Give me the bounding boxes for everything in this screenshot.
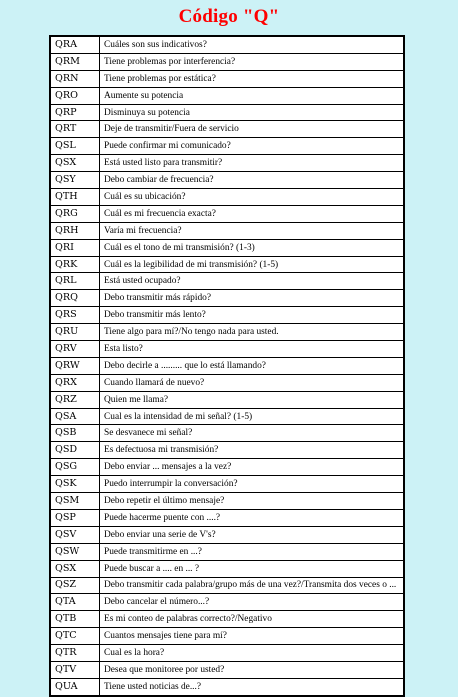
table-row xyxy=(51,678,403,694)
table-row xyxy=(51,493,403,510)
table-row xyxy=(51,476,403,493)
q-meaning-cell: Tiene algo para mí?/No tengo nada para usted. xyxy=(100,324,404,341)
table-row xyxy=(51,560,403,577)
table-row xyxy=(51,121,403,138)
q-meaning-cell: Tiene problemas por estática? xyxy=(100,70,404,87)
q-code-cell: QRQ xyxy=(51,290,100,307)
table-row xyxy=(51,543,403,560)
table-row xyxy=(51,104,403,121)
q-meaning-cell: Debo repetir el último mensaje? xyxy=(100,493,404,510)
table-row xyxy=(51,273,403,290)
q-meaning-cell: Debo cancelar el número...? xyxy=(100,594,404,611)
table-row xyxy=(51,53,403,70)
q-code-cell: QRX xyxy=(51,374,100,391)
table-row xyxy=(51,324,403,341)
q-code-cell: QSZ xyxy=(51,577,100,594)
q-meaning-cell: Debo transmitir cada palabra/grupo más de una vez?/Transmita dos veces o ... xyxy=(100,577,404,594)
table-row xyxy=(51,459,403,476)
table-row xyxy=(51,37,403,53)
q-meaning-cell: Quien me llama? xyxy=(100,391,404,408)
q-code-cell: QSP xyxy=(51,509,100,526)
table-row xyxy=(51,645,403,662)
q-meaning-cell: Disminuya su potencia xyxy=(100,104,404,121)
q-meaning-cell: Debo transmitir más lento? xyxy=(100,307,404,324)
table-row xyxy=(51,628,403,645)
table-row xyxy=(51,425,403,442)
q-code-cell: QSX xyxy=(51,560,100,577)
q-meaning-cell: Varía mi frecuencia? xyxy=(100,222,404,239)
q-code-cell: QTV xyxy=(51,661,100,678)
table-row xyxy=(51,205,403,222)
table-row xyxy=(51,408,403,425)
q-code-table-container xyxy=(49,35,405,697)
q-code-table-body xyxy=(51,37,403,695)
q-code-cell: QTC xyxy=(51,628,100,645)
q-code-cell: QRN xyxy=(51,70,100,87)
q-code-cell: QRT xyxy=(51,121,100,138)
q-meaning-cell: Es defectuosa mi transmisión? xyxy=(100,442,404,459)
q-meaning-cell: Puede buscar a .... en ... ? xyxy=(100,560,404,577)
table-row xyxy=(51,357,403,374)
table-row xyxy=(51,70,403,87)
q-code-cell: QRH xyxy=(51,222,100,239)
table-row xyxy=(51,155,403,172)
q-meaning-cell: Cuál es mi frecuencia exacta? xyxy=(100,205,404,222)
table-row xyxy=(51,290,403,307)
q-meaning-cell: Puede hacerme puente con ....? xyxy=(100,509,404,526)
q-meaning-cell: Tiene usted noticias de...? xyxy=(100,678,404,694)
q-meaning-cell: Deje de transmitir/Fuera de servicio xyxy=(100,121,404,138)
q-meaning-cell: Cual es la intensidad de mi señal? (1-5) xyxy=(100,408,404,425)
q-meaning-cell: Debo transmitir más rápido? xyxy=(100,290,404,307)
q-code-cell: QRW xyxy=(51,357,100,374)
q-meaning-cell: Está usted ocupado? xyxy=(100,273,404,290)
q-meaning-cell: Aumente su potencia xyxy=(100,87,404,104)
q-code-cell: QSX xyxy=(51,155,100,172)
q-code-cell: QSB xyxy=(51,425,100,442)
q-meaning-cell: Debo decirle a ......... que lo está llamando? xyxy=(100,357,404,374)
q-code-cell: QRL xyxy=(51,273,100,290)
q-code-cell: QTH xyxy=(51,189,100,206)
q-meaning-cell: Debo cambiar de frecuencia? xyxy=(100,172,404,189)
table-row xyxy=(51,172,403,189)
q-meaning-cell: Puede confirmar mi comunicado? xyxy=(100,138,404,155)
table-row xyxy=(51,189,403,206)
q-code-cell: QSW xyxy=(51,543,100,560)
q-code-cell: QTR xyxy=(51,645,100,662)
table-row xyxy=(51,239,403,256)
q-code-cell: QRG xyxy=(51,205,100,222)
table-row xyxy=(51,611,403,628)
table-row xyxy=(51,577,403,594)
q-code-cell: QRK xyxy=(51,256,100,273)
q-code-cell: QRA xyxy=(51,37,100,53)
q-meaning-cell: Cuando llamará de nuevo? xyxy=(100,374,404,391)
q-meaning-cell: Cuál es la legibilidad de mi transmisión? (1-5) xyxy=(100,256,404,273)
q-meaning-cell: Se desvanece mi señal? xyxy=(100,425,404,442)
q-code-cell: QSK xyxy=(51,476,100,493)
q-meaning-cell: Cuantos mensajes tiene para mí? xyxy=(100,628,404,645)
q-code-cell: QTB xyxy=(51,611,100,628)
table-row xyxy=(51,661,403,678)
q-meaning-cell: Esta listo? xyxy=(100,341,404,358)
q-code-table xyxy=(51,37,403,695)
table-row xyxy=(51,222,403,239)
q-meaning-cell: Cuál es el tono de mi transmisión? (1-3) xyxy=(100,239,404,256)
table-row xyxy=(51,307,403,324)
q-code-cell: QUA xyxy=(51,678,100,694)
q-code-cell: QSD xyxy=(51,442,100,459)
q-meaning-cell: Cuál es su ubicación? xyxy=(100,189,404,206)
q-code-cell: QRZ xyxy=(51,391,100,408)
q-code-cell: QSY xyxy=(51,172,100,189)
q-code-cell: QSV xyxy=(51,526,100,543)
q-code-cell: QRU xyxy=(51,324,100,341)
q-meaning-cell: Debo enviar una serie de V's? xyxy=(100,526,404,543)
q-code-cell: QRP xyxy=(51,104,100,121)
q-code-cell: QSA xyxy=(51,408,100,425)
q-meaning-cell: Cual es la hora? xyxy=(100,645,404,662)
table-row xyxy=(51,341,403,358)
q-meaning-cell: Es mi conteo de palabras correcto?/Negativo xyxy=(100,611,404,628)
q-code-cell: QSM xyxy=(51,493,100,510)
q-meaning-cell: Desea que monitoree por usted? xyxy=(100,661,404,678)
q-code-cell: QRM xyxy=(51,53,100,70)
q-meaning-cell: Debo enviar ... mensajes a la vez? xyxy=(100,459,404,476)
table-row xyxy=(51,594,403,611)
q-code-cell: QTA xyxy=(51,594,100,611)
q-code-cell: QRO xyxy=(51,87,100,104)
table-row xyxy=(51,87,403,104)
q-meaning-cell: Tiene problemas por interferencia? xyxy=(100,53,404,70)
table-row xyxy=(51,138,403,155)
q-meaning-cell: Puede transmitirme en ...? xyxy=(100,543,404,560)
q-code-cell: QRS xyxy=(51,307,100,324)
table-row xyxy=(51,374,403,391)
q-code-cell: QSL xyxy=(51,138,100,155)
q-code-cell: QRV xyxy=(51,341,100,358)
q-meaning-cell: Está usted listo para transmitir? xyxy=(100,155,404,172)
page-title: Código "Q" xyxy=(178,6,280,27)
table-row xyxy=(51,526,403,543)
table-row xyxy=(51,256,403,273)
table-row xyxy=(51,509,403,526)
table-row xyxy=(51,442,403,459)
table-row xyxy=(51,391,403,408)
q-code-cell: QSG xyxy=(51,459,100,476)
q-meaning-cell: Puedo interrumpir la conversación? xyxy=(100,476,404,493)
q-meaning-cell: Cuáles son sus indicativos? xyxy=(100,37,404,53)
q-code-cell: QRI xyxy=(51,239,100,256)
